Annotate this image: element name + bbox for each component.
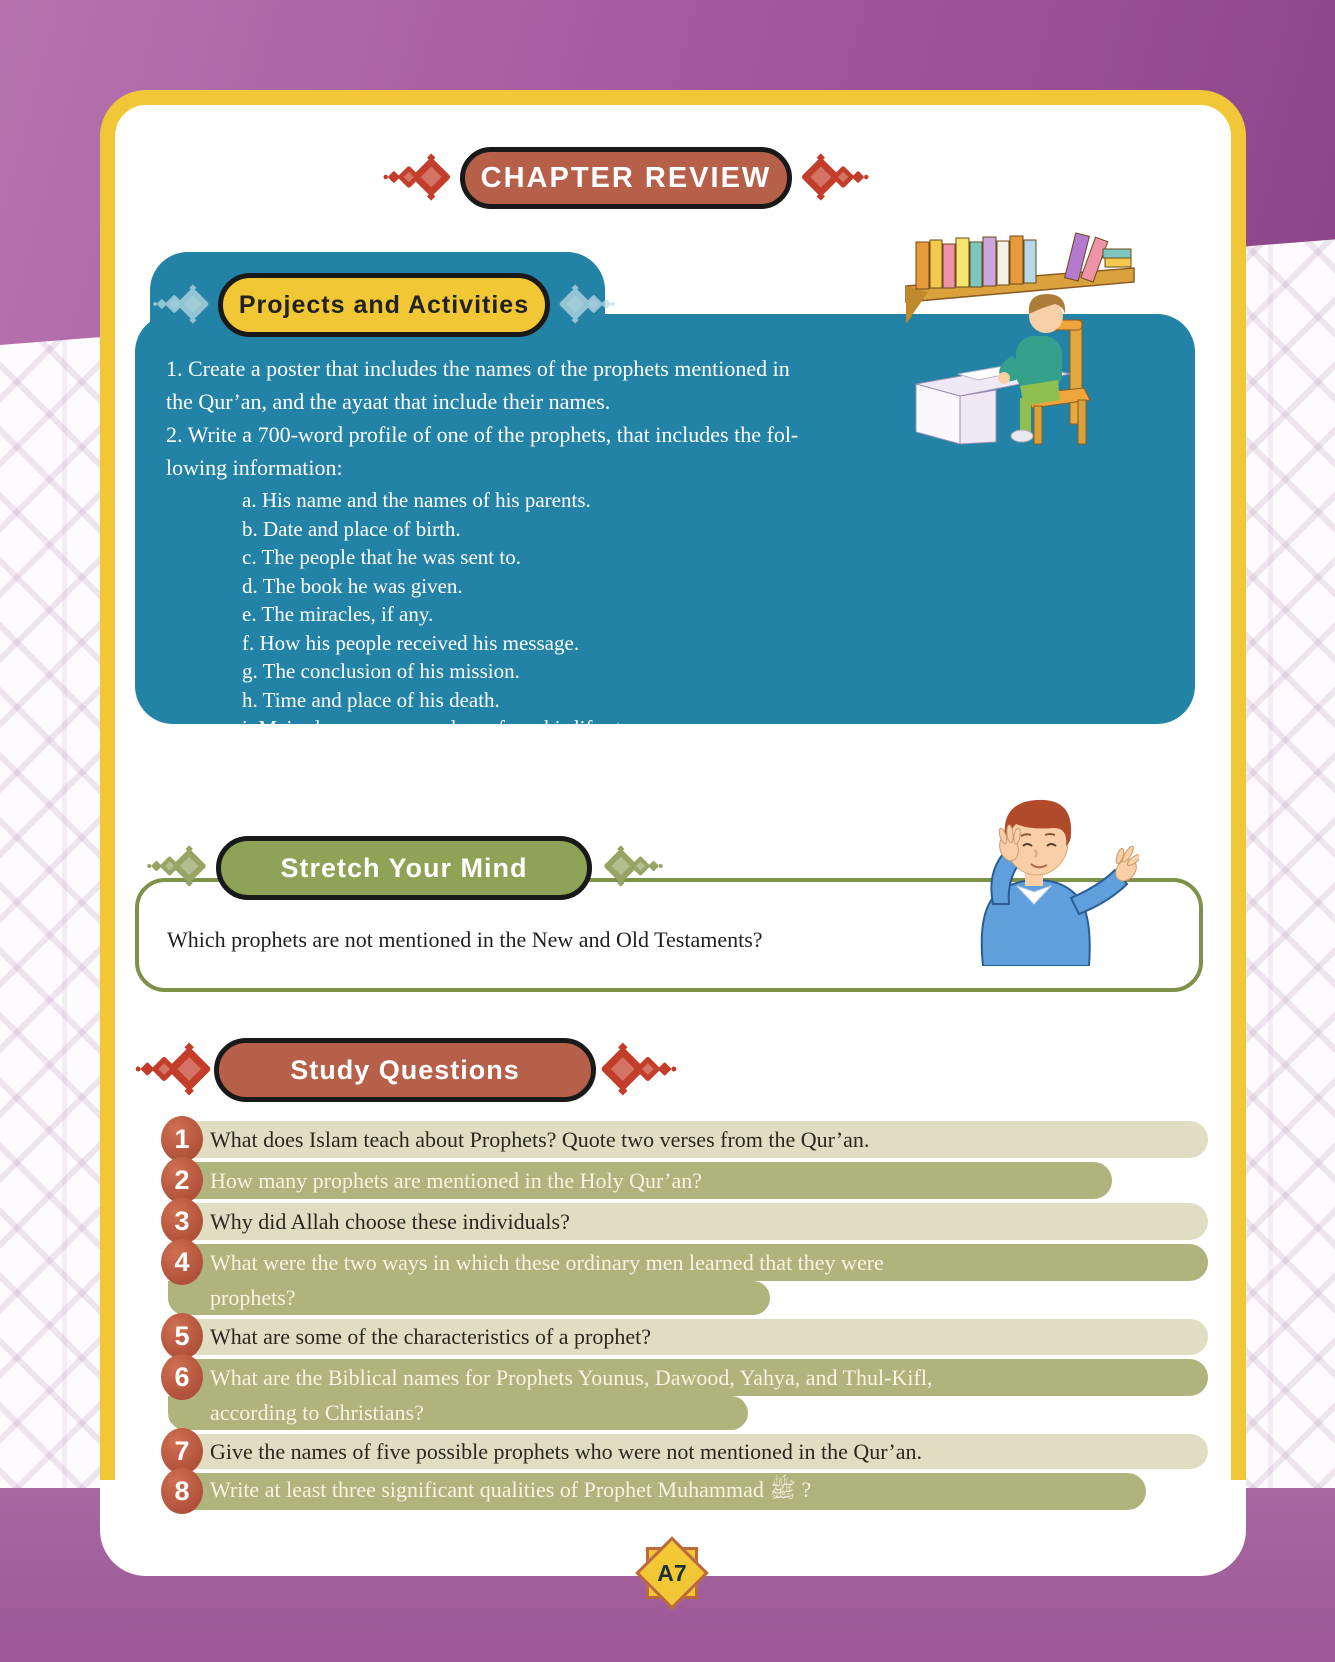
question-number-badge: 5 [161,1313,203,1359]
question-number-badge: 4 [161,1239,203,1285]
question-bar-continuation [168,1396,748,1430]
question-number-badge: 8 [161,1468,203,1514]
sublist-item: f. How his people received his message. [242,630,580,655]
page-number-badge [639,1540,705,1606]
ornament-icon [146,842,218,890]
question-bar [168,1203,1208,1240]
floral-ornament-icon [134,1036,226,1102]
floral-ornament-icon [586,1036,678,1102]
projects-sublist [242,486,653,743]
question-bar [168,1473,1146,1510]
section-title-label: Study Questions [290,1054,520,1085]
ornament-icon [152,282,220,326]
ornament-icon [592,842,664,890]
question-text: Write at least three significant qualities of Prophet Muhammad ﷺ ? [210,1476,812,1502]
question-text: What were the two ways in which these ordinary men learned that they were [210,1249,884,1275]
question-bar [168,1319,1208,1355]
projects-instructions [166,352,911,484]
question-number-badge: 6 [161,1354,203,1400]
sublist-item: c. The people that he was sent to. [242,545,521,569]
child-studying-illustration [900,232,1140,446]
sublist-item: e. The miracles, if any. [242,602,434,626]
question-text: How many prophets are mentioned in the Holy Qur’an? [210,1167,703,1193]
stretch-question: Which prophets are not mentioned in the New and Old Testaments? [167,927,763,952]
question-text: What are some of the characteristics of a prophet? [210,1324,652,1349]
question-text: What are the Biblical names for Prophets Younus, Dawood, Yahya, and Thul-Kifl, [210,1364,933,1390]
question-number-badge: 1 [161,1116,203,1162]
chapter-review-banner [460,147,792,209]
project-line: 1. Create a poster that includes the names of the prophets mentioned in [166,356,790,381]
page-number: A7 [657,1559,687,1586]
question-number-badge: 7 [161,1428,203,1474]
section-title-label: Projects and Activities [238,290,530,319]
question-bar [168,1434,1208,1469]
project-line: 2. Write a 700-word profile of one of the prophets, that includes the fol- [166,422,799,447]
floral-ornament-icon [382,152,464,202]
question-bar [168,1244,1208,1281]
study-section-title [214,1038,596,1102]
listening-boy-illustration [933,752,1139,966]
sublist-item: i. Major lessons one can learn from his life story. [242,716,653,740]
sublist-item: g. The conclusion of his mission. [242,659,520,683]
sublist-item: h. Time and place of his death. [242,687,500,712]
question-number-badge: 2 [161,1157,203,1203]
sublist-item: a. His name and the names of his parents. [242,488,591,512]
question-bar [168,1121,1208,1158]
question-text: prophets? [210,1285,296,1310]
question-bar [168,1162,1112,1199]
floral-ornament-icon [788,152,870,202]
question-text: Give the names of five possible prophets who were not mentioned in the Qur’an. [210,1438,922,1464]
question-bar [168,1359,1208,1396]
sublist-item: b. Date and place of birth. [242,516,461,541]
project-line: the Qur’an, and the ayaat that include their names. [166,389,611,414]
project-line: lowing information: [166,455,343,480]
question-bar-continuation [168,1281,770,1315]
question-number-badge: 3 [161,1198,203,1244]
sublist-item: d. The book he was given. [242,573,463,598]
question-text: according to Christians? [210,1400,424,1425]
question-text: What does Islam teach about Prophets? Quote two verses from the Qur’an. [210,1126,870,1152]
stretch-section-title [216,836,592,900]
ornament-icon [548,282,616,326]
page-title: CHAPTER REVIEW [480,161,772,194]
section-title-label: Stretch Your Mind [280,852,528,883]
question-text: Why did Allah choose these individuals? [210,1208,570,1234]
projects-section-title [218,273,550,337]
